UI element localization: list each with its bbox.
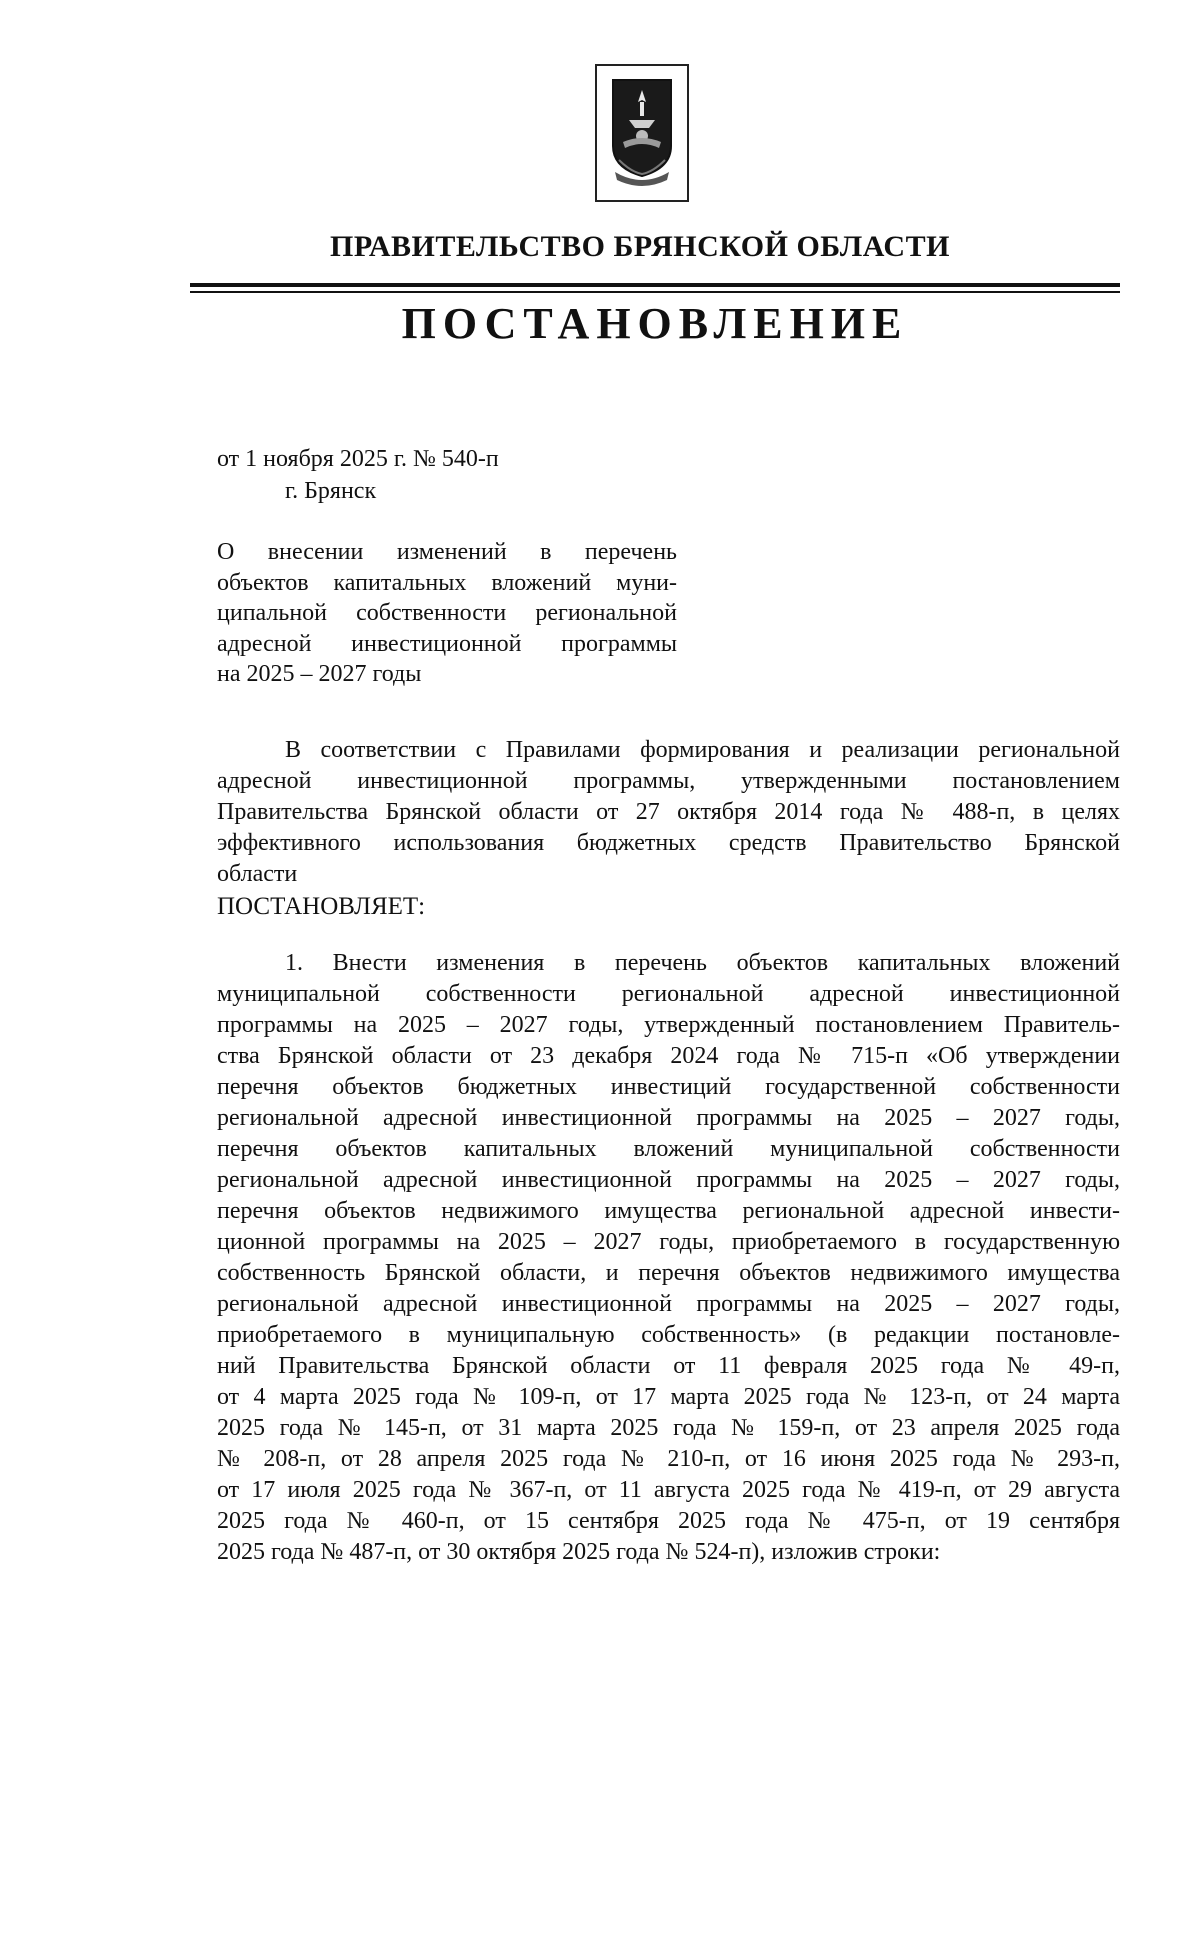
item-1-line: региональной адресной инвестиционной программы на 2025 – 2027 годы, <box>217 1291 1120 1317</box>
preamble-line: области <box>217 861 298 887</box>
coat-of-arms-icon <box>609 76 675 188</box>
item-1-line: приобретаемого в муниципальную собственность» (в редакции постановле- <box>217 1322 1120 1348</box>
city: г. Брянск <box>285 478 377 504</box>
date-number: от 1 ноября 2025 г. № 540-п <box>217 446 499 472</box>
subject-line: на 2025 – 2027 годы <box>217 661 422 687</box>
item-1-line: 2025 года № 460-п, от 15 сентября 2025 года № 475-п, от 19 сентября <box>217 1508 1120 1534</box>
item-1-line: муниципальной собственности региональной адресной инвестиционной <box>217 981 1120 1007</box>
decree-word: ПОСТАНОВЛЯЕТ: <box>217 893 426 920</box>
item-1-line: перечня объектов недвижимого имущества региональной адресной инвести- <box>217 1198 1120 1224</box>
item-1-line: № 208-п, от 28 апреля 2025 года № 210-п, от 16 июня 2025 года № 293-п, <box>217 1446 1120 1472</box>
subject-line: адресной инвестиционной программы <box>217 630 677 657</box>
preamble-paragraph <box>217 735 1120 890</box>
item-1-line: собственность Брянской области, и перечня объектов недвижимого имущества <box>217 1260 1120 1286</box>
item-1-line: ства Брянской области от 23 декабря 2024 года № 715-п «Об утверждении <box>217 1043 1120 1069</box>
item-1-line: 2025 года № 145-п, от 31 марта 2025 года № 159-п, от 23 апреля 2025 года <box>217 1415 1120 1441</box>
item-1-line: региональной адресной инвестиционной программы на 2025 – 2027 годы, <box>217 1105 1120 1131</box>
emblem-frame <box>595 64 689 202</box>
header-rule-thick <box>190 283 1120 287</box>
item-1-line: ционной программы на 2025 – 2027 годы, приобретаемого в государственную <box>217 1229 1120 1255</box>
subject-line: объектов капитальных вложений муни- <box>217 569 677 596</box>
preamble-line: эффективного использования бюджетных средств Правительство Брянской <box>217 830 1120 856</box>
header-rule-thin <box>190 291 1120 293</box>
item-1-paragraph <box>217 948 1120 1568</box>
item-1-line: региональной адресной инвестиционной программы на 2025 – 2027 годы, <box>217 1167 1120 1193</box>
item-1-line: программы на 2025 – 2027 годы, утвержденный постановлением Правитель- <box>217 1012 1120 1038</box>
preamble-line: Правительства Брянской области от 27 октября 2014 года № 488-п, в целях <box>217 799 1120 825</box>
item-1-line: ний Правительства Брянской области от 11 февраля 2025 года № 49-п, <box>217 1353 1120 1379</box>
item-1-line: от 4 марта 2025 года № 109-п, от 17 марта 2025 года № 123-п, от 24 марта <box>217 1384 1120 1410</box>
preamble-line: адресной инвестиционной программы, утвержденными постановлением <box>217 768 1120 794</box>
document-subject <box>217 537 677 690</box>
subject-line: О внесении изменений в перечень <box>217 539 677 565</box>
item-1-line: от 17 июля 2025 года № 367-п, от 11 августа 2025 года № 419-п, от 29 августа <box>217 1477 1120 1503</box>
item-1-line: 1. Внести изменения в перечень объектов капитальных вложений <box>285 950 1120 976</box>
item-1-line: перечня объектов бюджетных инвестиций государственной собственности <box>217 1074 1120 1100</box>
document-type-title: ПОСТАНОВЛЕНИЕ <box>401 299 909 348</box>
government-title: ПРАВИТЕЛЬСТВО БРЯНСКОЙ ОБЛАСТИ <box>330 230 950 263</box>
preamble-line: В соответствии с Правилами формирования и реализации региональной <box>285 737 1120 763</box>
item-1-line: перечня объектов капитальных вложений муниципальной собственности <box>217 1136 1120 1162</box>
subject-line: ципальной собственности региональной <box>217 600 677 626</box>
item-1-line: 2025 года № 487-п, от 30 октября 2025 года № 524-п), изложив строки: <box>217 1539 941 1565</box>
